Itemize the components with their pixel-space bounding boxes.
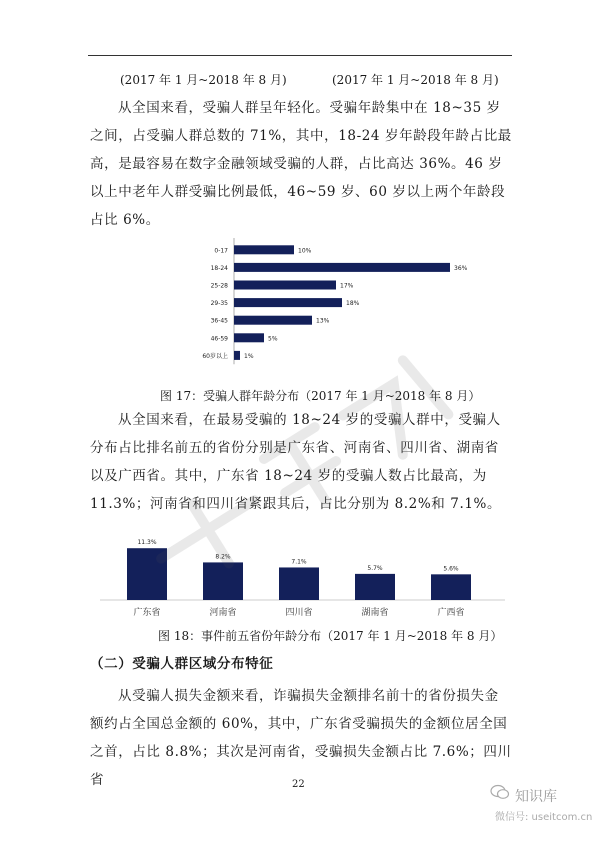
bar [234,333,264,342]
data-label: 1% [244,352,254,360]
paragraph-age-text: 从全国来看，受骗人群呈年轻化。受骗年龄集中在 18~35 岁之间，占受骗人群总数的 71%，其中，18-24 岁年龄段年龄占比最高，是最容易在数字金融领域受骗的人群，占比高达 36%。46 岁以上中老年人群受骗比例最低，46~59 岁、60 岁以上两个年龄段占比 6%。 [90,100,512,228]
x-tick-label: 湖南省 [361,608,389,618]
section-heading: （二）受骗人群区域分布特征 [90,656,274,672]
paragraph-province [90,406,512,518]
data-label: 8.2% [215,553,231,561]
bar [203,562,243,600]
y-tick-label: 46-59 [210,335,228,343]
y-tick-label: 0-17 [214,247,228,255]
data-label: 13% [316,317,330,325]
bar [127,548,167,600]
data-label: 11.3% [137,539,157,547]
prev-caption-right: (2017 年 1 月~2018 年 8 月) [332,73,499,87]
bar [234,298,342,307]
y-tick-label: 29-35 [210,300,228,308]
bar [279,567,319,600]
paragraph-loss-text: 从受骗人损失金额来看，诈骗损失金额排名前十的省份损失金额约占全国总金额的 60%，其中，广东省受骗损失的金额位居全国之首，占比 8.8%；其次是河南省，受骗损失金额占比 7.6%；四川省 [90,688,512,788]
y-tick-label: 60岁以上 [202,352,228,360]
x-tick-label: 广西省 [437,608,465,618]
page-number: 22 [292,779,305,790]
data-label: 7.1% [291,558,307,566]
paragraph-loss [90,682,512,794]
figure-17-caption: 图 17：受骗人群年龄分布（2017 年 1 月~2018 年 8 月） [160,389,481,403]
figure-18-caption: 图 18：事件前五省份年龄分布（2017 年 1 月~2018 年 8 月） [158,629,503,643]
data-label: 36% [454,264,468,272]
data-label: 5.6% [443,565,459,573]
bar [234,263,450,272]
data-label: 5% [268,335,278,343]
bar [234,316,312,325]
data-label: 10% [298,247,312,255]
data-label: 17% [340,282,354,290]
bar [234,351,240,360]
age-distribution-chart [190,236,500,366]
x-tick-label: 四川省 [285,608,313,618]
prev-caption-left: (2017 年 1 月~2018 年 8 月) [120,73,287,87]
watermark-subtitle: 微信号: useitcom.cn [495,812,593,823]
watermark-brand: 知识库 [515,789,557,805]
bar [234,245,294,254]
y-tick-label: 25-28 [210,282,228,290]
paragraph-age [90,94,512,234]
paragraph-province-text: 从全国来看，在最易受骗的 18~24 岁的受骗人群中，受骗人分布占比排名前五的省份分别是广东省、河南省、四川省、湖南省以及广西省。其中，广东省 18~24 岁的受骗人数占比最高，为 11.3%；河南省和四川省紧跟其后，占比分别为 8.2%和 7.1%。 [90,412,502,512]
bar [234,281,336,290]
y-tick-label: 36-45 [210,317,228,325]
data-label: 5.7% [367,564,383,572]
province-distribution-chart [100,530,510,620]
y-tick-label: 18-24 [210,264,228,272]
bar [431,574,471,600]
x-tick-label: 河南省 [209,608,237,618]
header-rule [88,55,512,56]
bar [355,574,395,600]
x-tick-label: 广东省 [133,608,161,618]
wechat-icon [490,784,510,800]
data-label: 18% [346,300,360,308]
